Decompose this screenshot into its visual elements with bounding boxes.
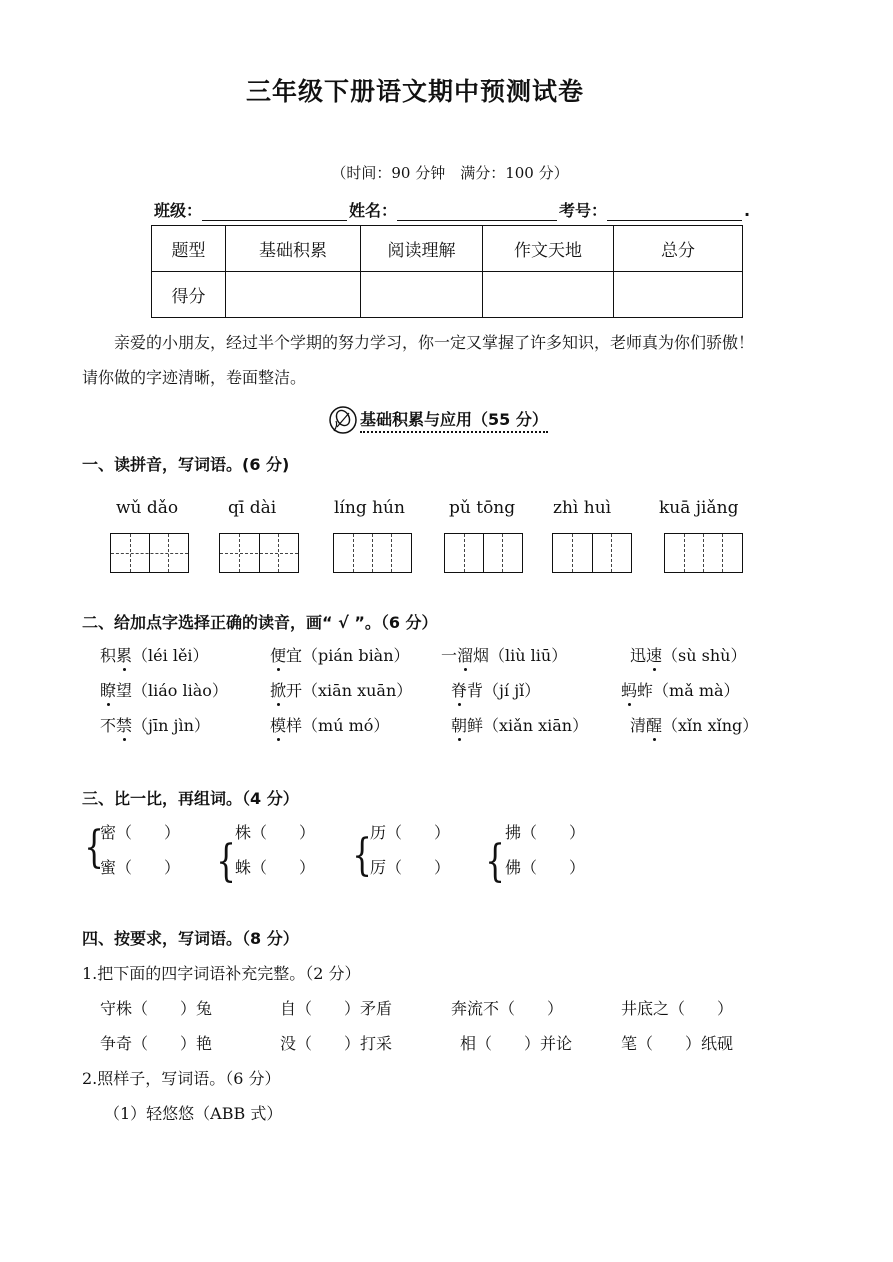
score-cell-total[interactable] — [614, 272, 743, 318]
table-header-reading: 阅读理解 — [361, 226, 483, 272]
q1-writing-grid-5[interactable] — [552, 533, 632, 573]
q1-heading: 一、读拼音，写词语。(6 分) — [82, 455, 290, 474]
section-heading — [328, 405, 548, 435]
q2-heading: 二、给加点字选择正确的读音，画“ √ ”。（6 分） — [82, 613, 438, 632]
q3-pair4-top[interactable]: 拂（ ） — [505, 823, 586, 842]
q3-pair1-top[interactable]: 密（ ） — [100, 823, 181, 842]
q2-item-11[interactable]: 朝鲜（xiǎn xiān） — [451, 713, 588, 736]
name-label: 姓名： — [349, 201, 398, 220]
q2-item-8[interactable]: 蚂蚱（mǎ mà） — [621, 678, 740, 701]
q3-brace-2: { — [216, 836, 236, 887]
q4-idiom-3[interactable]: 奔流不（ ） — [451, 999, 564, 1018]
q1-writing-grid-6[interactable] — [664, 533, 743, 573]
q1-pinyin-4: pǔ tōng — [449, 498, 516, 518]
name-blank[interactable] — [397, 204, 557, 221]
q3-heading: 三、比一比，再组词。（4 分） — [82, 789, 299, 808]
intro-line-1: 亲爱的小朋友，经过半个学期的努力学习，你一定又掌握了许多知识，老师真为你们骄傲！ — [114, 333, 755, 352]
section-title: 基础积累与应用（55 分） — [360, 410, 548, 433]
class-label: 班级： — [154, 201, 203, 220]
q1-pinyin-3: líng hún — [334, 498, 405, 518]
q2-item-5[interactable]: 瞭望（liáo liào） — [100, 678, 228, 701]
class-blank[interactable] — [202, 204, 347, 221]
table-header-type: 题型 — [152, 226, 226, 272]
q4-idiom-5[interactable]: 争奇（ ）艳 — [100, 1034, 213, 1053]
q4-idiom-6[interactable]: 没（ ）打采 — [280, 1034, 393, 1053]
q3-brace-1: { — [84, 822, 104, 873]
q1-writing-grid-1[interactable] — [110, 533, 189, 573]
student-info-row — [154, 198, 750, 221]
q3-pair1-bottom[interactable]: 蜜（ ） — [100, 858, 181, 877]
q1-pinyin-5: zhì huì — [553, 498, 612, 518]
q4-idiom-4[interactable]: 井底之（ ） — [621, 999, 734, 1018]
q4-idiom-1[interactable]: 守株（ ）兔 — [100, 999, 213, 1018]
q2-item-3[interactable]: 一溜烟（liù liū） — [441, 643, 567, 666]
table-header-basics: 基础积累 — [226, 226, 361, 272]
q2-item-1[interactable]: 积累（léi lěi） — [100, 643, 209, 666]
score-cell-basics[interactable] — [226, 272, 361, 318]
q2-item-4[interactable]: 迅速（sù shù） — [630, 643, 746, 666]
q3-brace-4: { — [485, 836, 505, 887]
q3-pair3-bottom[interactable]: 厉（ ） — [370, 858, 451, 877]
q1-pinyin-1: wǔ dǎo — [116, 498, 179, 518]
q3-pair2-top[interactable]: 株（ ） — [235, 823, 316, 842]
q2-item-2[interactable]: 便宜（pián biàn） — [270, 643, 410, 666]
q4-idiom-2[interactable]: 自（ ）矛盾 — [280, 999, 393, 1018]
score-table — [151, 225, 743, 318]
table-row-label-score: 得分 — [152, 272, 226, 318]
score-table-header-row — [152, 226, 743, 272]
page-title: 三年级下册语文期中预测试卷 — [245, 77, 584, 106]
q3-pair4-bottom[interactable]: 佛（ ） — [505, 858, 586, 877]
q4-sub2: 2.照样子，写词语。（6 分） — [82, 1069, 281, 1088]
q3-brace-3: { — [352, 830, 372, 881]
exam-time-score: （时间：90 分钟 满分：100 分） — [331, 164, 569, 182]
q3-pair3-top[interactable]: 历（ ） — [370, 823, 451, 842]
exam-no-blank[interactable] — [607, 204, 742, 221]
q4-idiom-7[interactable]: 相（ ）并论 — [460, 1034, 573, 1053]
table-header-total: 总分 — [614, 226, 743, 272]
q2-item-12[interactable]: 清醒（xǐn xǐng） — [630, 713, 758, 736]
q1-writing-grid-3[interactable] — [333, 533, 412, 573]
q1-pinyin-2: qī dài — [228, 498, 277, 518]
score-cell-writing[interactable] — [483, 272, 614, 318]
table-header-writing: 作文天地 — [483, 226, 614, 272]
q3-pair2-bottom[interactable]: 蛛（ ） — [235, 858, 316, 877]
intro-line-2: 请你做的字迹清晰，卷面整洁。 — [82, 368, 307, 387]
q1-writing-grid-2[interactable] — [219, 533, 299, 573]
score-table-score-row — [152, 272, 743, 318]
section-badge-icon — [328, 405, 358, 435]
q4-example: （1）轻悠悠（ABB 式） — [104, 1104, 283, 1123]
exam-no-label: 考号： — [559, 201, 608, 220]
q4-heading: 四、按要求，写词语。（8 分） — [82, 929, 299, 948]
q2-item-10[interactable]: 模样（mú mó） — [270, 713, 389, 736]
end-mark: . — [744, 201, 751, 220]
q1-writing-grid-4[interactable] — [444, 533, 523, 573]
q2-item-7[interactable]: 脊背（jí jǐ） — [451, 678, 540, 701]
q2-item-6[interactable]: 掀开（xiān xuān） — [270, 678, 412, 701]
q4-sub1: 1.把下面的四字词语补充完整。（2 分） — [82, 964, 361, 983]
q1-pinyin-6: kuā jiǎng — [659, 498, 739, 518]
q2-item-9[interactable]: 不禁（jīn jìn） — [100, 713, 210, 736]
q4-idiom-8[interactable]: 笔（ ）纸砚 — [621, 1034, 734, 1053]
score-cell-reading[interactable] — [361, 272, 483, 318]
